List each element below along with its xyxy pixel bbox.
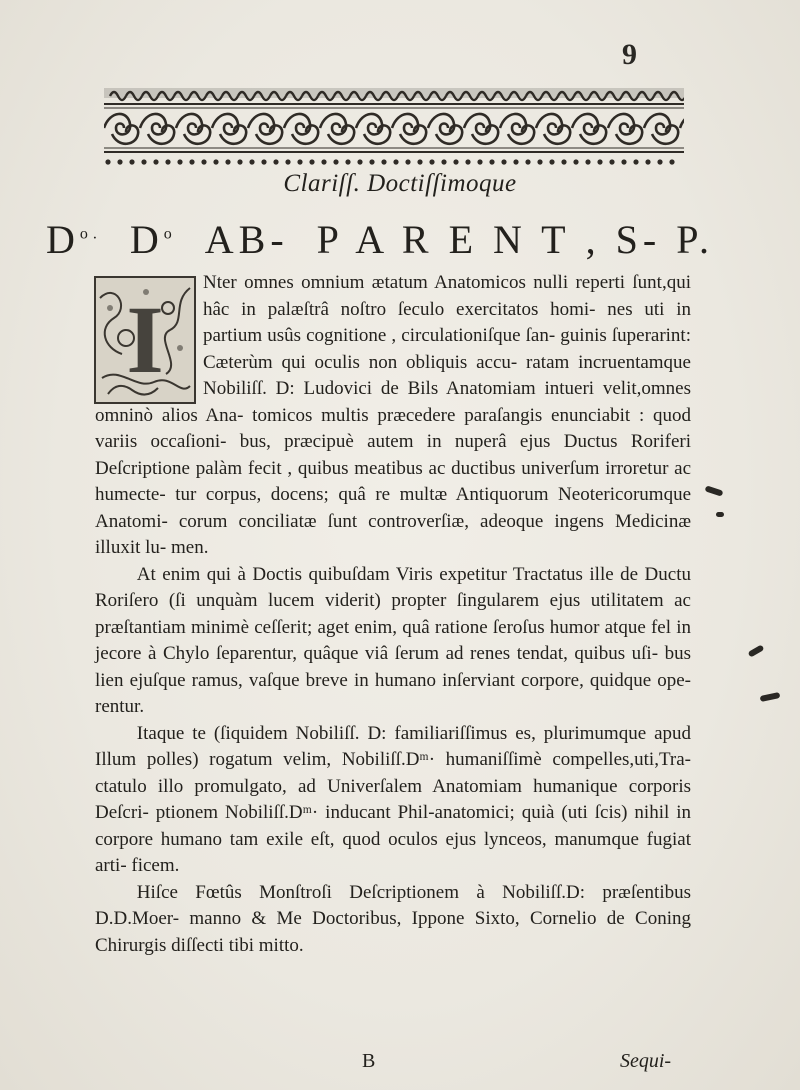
heading-word: D — [46, 217, 80, 262]
paragraph: At enim qui à Doctis quibuſdam Viris expetitur Tractatus ille de Ductu Roriſero (ſi unquàm lucem viderit) propter ſingularem ejus utilitatem ac præſtantiam minimè ceſſerit; aget enim, quâ ratione ſeroſus humor atque fel in jecore à Chylo ſeparentur, quâque viâ ſerum ad renes tendat, quibus uſi- bus lien ejuſque ramus, vaſque breve in humano inſerviant corpore, quidque ope- rentur. — [95, 563, 691, 717]
paragraph: Hiſce Fœtûs Monſtroſi Deſcriptionem à Nobiliſſ.D: præſentibus D.D.Moer- manno & Me Doctoribus, Ippone Sixto, Cornelio de Coning Chirurgis diſſecti tibi mitto. — [95, 881, 691, 956]
heading-word: P. — [676, 217, 715, 262]
heading-word: P A R E N T — [316, 217, 571, 262]
page-corner-mark: 9 — [622, 38, 637, 71]
margin-ink-mark — [748, 644, 765, 657]
dedication-line: Clariſſ. Doctiſſimoque — [283, 170, 517, 197]
ornamental-headpiece — [104, 84, 684, 170]
catchword: Sequi- — [620, 1050, 672, 1072]
initial-letter: I — [126, 286, 164, 393]
margin-ink-mark — [705, 485, 724, 496]
body-text — [95, 270, 691, 959]
margin-ink-mark — [716, 512, 724, 517]
heading-word: D — [129, 217, 164, 262]
heading-word: AB- — [204, 217, 289, 262]
heading-word: S — [615, 217, 643, 262]
signature-mark: B — [362, 1050, 376, 1072]
paragraph: Nter omnes omnium ætatum Anatomicos nulli reperti ſunt,qui hâc in palæſtrâ noſtro ſeculo exercitatos homi- nes uti in partium usûs cognitione , circulationiſque ſan- guinis ſuperarint: Cæterùm qui oculis non obliquis accu- ratam incruentamque Nobiliſſ. D: Ludovici de Bils Anatomiam intueri velit,omnes omninò alios Ana- tomicos multis præcedere paraſangis enunciabit : quod variis occaſioni- bus, præcipuè autem in nuperâ ejus Ductus Roriferi Deſcriptione palàm fecit , quibus meatibus ac ductibus univerſum irroretur ac humecte- tur corpus, docens; quâ re multæ Antiquorum Neotericorumque Anatomi- corum conciliatæ ſunt controverſiæ, adeoque ingens Medicinæ illuxit lu- men. — [95, 272, 691, 558]
paragraph: Itaque te (ſiquidem Nobiliſſ. D: familiariſſimus es, plurimumque apud Illum polles) rogatum velim, Nobiliſſ.Dᵐ· humaniſſimè compelles,uti,Tra- ctatulo illo promulgato, ad Univerſalem Anatomiam humanique corporis Deſcri- ptionem Nobiliſſ.Dᵐ· inducant Phil-anatomici; quià (uti ſcis) nihil in corpore humano tam exile eſt, quod oculos ejus lynceos, manumque fugiat arti- ficem. — [95, 722, 691, 876]
dedication-heading: $D^{o.}$ $D^o$ AB- P A R E N T , S- P. — [46, 217, 715, 262]
margin-ink-mark — [760, 692, 781, 702]
